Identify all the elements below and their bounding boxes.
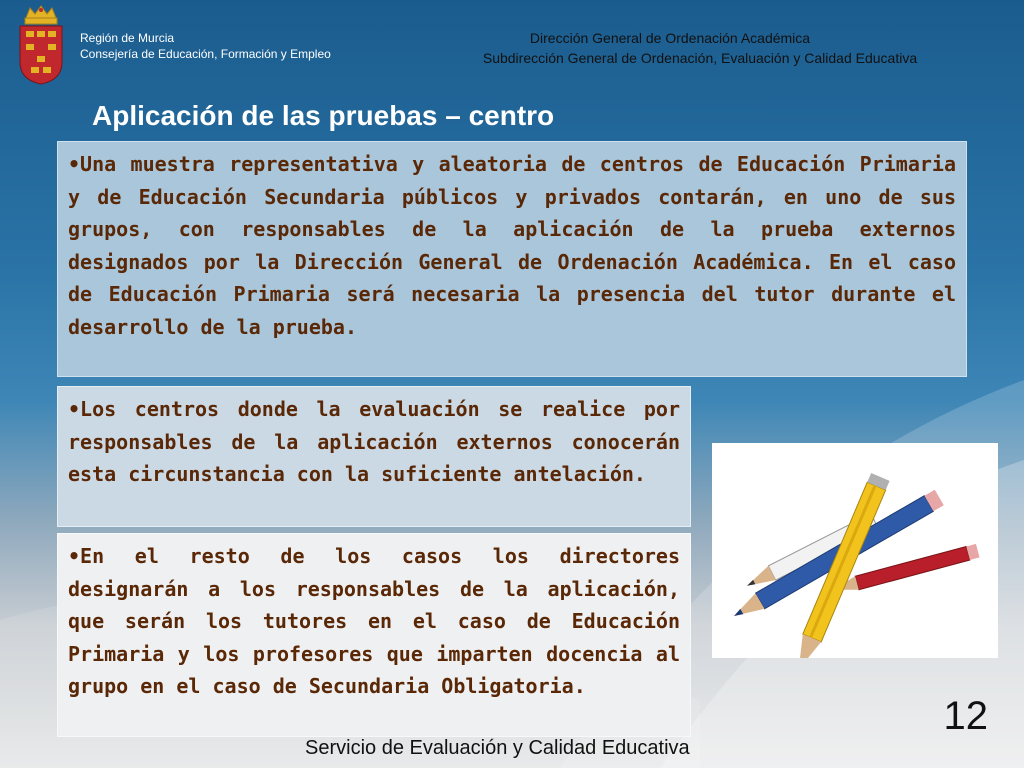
direccion-general: Dirección General de Ordenación Académica — [529, 30, 811, 46]
slide-title: Aplicación de las pruebas – centro — [92, 100, 555, 131]
pencils-icon — [712, 443, 998, 658]
subdireccion-general: Subdirección General de Ordenación, Evaluación y Calidad Educativa — [482, 50, 918, 66]
region-crest-icon — [16, 4, 66, 86]
bullet-box-3: •En el resto de los casos los directores designarán a los responsables de la aplicación, que serán los tutores en el caso de Educación Primaria y los profesores que imparten docencia al grupo en el caso de Secundaria Obligatoria. — [57, 533, 691, 737]
direccion-label — [370, 28, 970, 68]
footer-text: Servicio de Evaluación y Calidad Educativa — [305, 737, 690, 759]
region-name: Región de Murcia — [80, 31, 175, 45]
bullet-box-1: •Una muestra representativa y aleatoria de centros de Educación Primaria y de Educación Secundaria públicos y privados contarán, en uno de sus grupos, con responsables de la aplicación de la prueba externos designados por la Dirección General de Ordenación Académica. En el caso de Educación Primaria será necesaria la presencia del tutor durante el desarrollo de la prueba. — [57, 141, 967, 377]
bullet-box-2: •Los centros donde la evaluación se realice por responsables de la aplicación externos conocerán esta circunstancia con la suficiente antelación. — [57, 386, 691, 527]
region-label — [80, 30, 331, 62]
pencils-illustration — [712, 443, 998, 658]
page-number: 12 — [943, 694, 988, 738]
consejeria-name: Consejería de Educación, Formación y Empleo — [80, 47, 331, 61]
